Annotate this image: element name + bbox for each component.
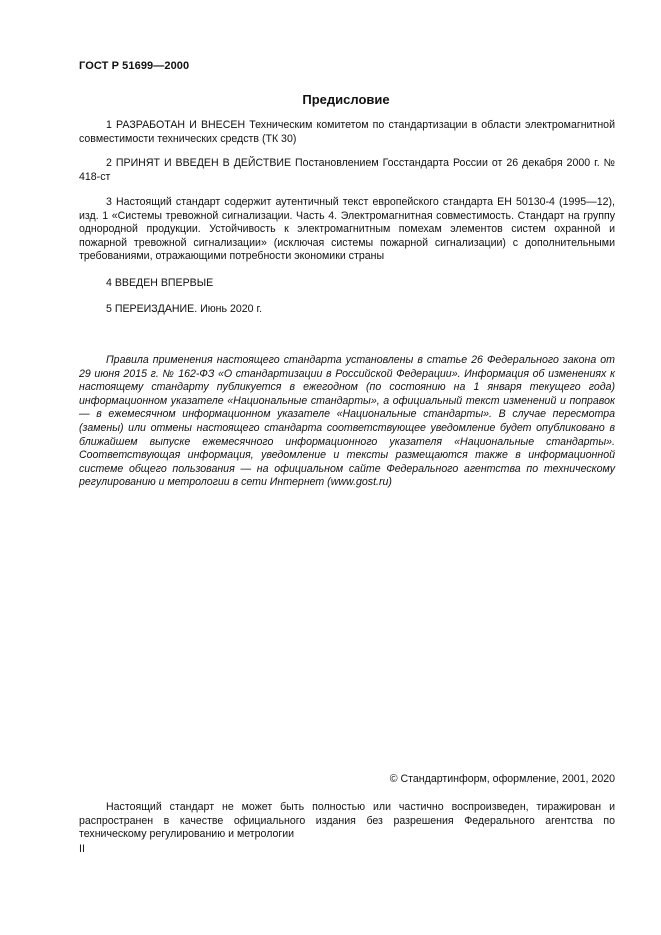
preface-title: Предисловие (302, 92, 390, 107)
copyright-line: © Стандартинформ, оформление, 2001, 2020 (389, 773, 615, 785)
preface-item-2: 2 ПРИНЯТ И ВВЕДЕН В ДЕЙСТВИЕ Постановлением Госстандарта России от 26 декабря 2000 г. № 418-ст (79, 157, 615, 183)
preface-item-4: 4 ВВЕДЕН ВПЕРВЫЕ (106, 277, 214, 289)
reproduction-restriction-note: Настоящий стандарт не может быть полностью или частично воспроизведен, тиражирован и распространен в качестве официального издания без разрешения Федерального агентства по техническому регулированию и метрологии (79, 801, 615, 840)
preface-item-5: 5 ПЕРЕИЗДАНИЕ. Июнь 2020 г. (106, 303, 263, 315)
document-code: ГОСТ Р 51699—2000 (79, 60, 190, 72)
preface-item-3: 3 Настоящий стандарт содержит аутентичный текст европейского стандарта ЕН 50130-4 (1995—12), изд. 1 «Системы тревожной сигнализации. Часть 4. Электромагнитная совместимость. Стандарт на группу однородной продукции. Устойчивость к электромагнитным помехам элементов систем охранной и пожарной тревожной сигнализации» (исключая системы пожарной сигнализации) с дополнительными требованиями, отражающими потребности экономики страны (79, 196, 615, 262)
preface-item-1: 1 РАЗРАБОТАН И ВНЕСЕН Техническим комитетом по стандартизации в области электромагнитной совместимости технических средств (ТК 30) (79, 119, 615, 145)
page-number: II (79, 843, 85, 855)
standard-application-notice: Правила применения настоящего стандарта установлены в статье 26 Федерального закона от 29 июня 2015 г. № 162-ФЗ «О стандартизации в Российской Федерации». Информация об изменениях к настоящему стандарту публикуется в ежегодном (по состоянию на 1 января текущего года) информационном указателе «Национальные стандарты», а официальный текст изменений и поправок — в ежемесячном информационном указателе «Национальные стандарты». В случае пересмотра (замены) или отмены настоящего стандарта соответствующее уведомление будет опубликовано в ближайшем выпуске ежемесячного информационного указателя «Национальные стандарты». Соответствующая информация, уведомление и тексты размещаются также в информационной системе общего пользования — на официальном сайте Федерального агентства по техническому регулированию и метрологии в сети Интернет (www.gost.ru) (79, 354, 615, 489)
